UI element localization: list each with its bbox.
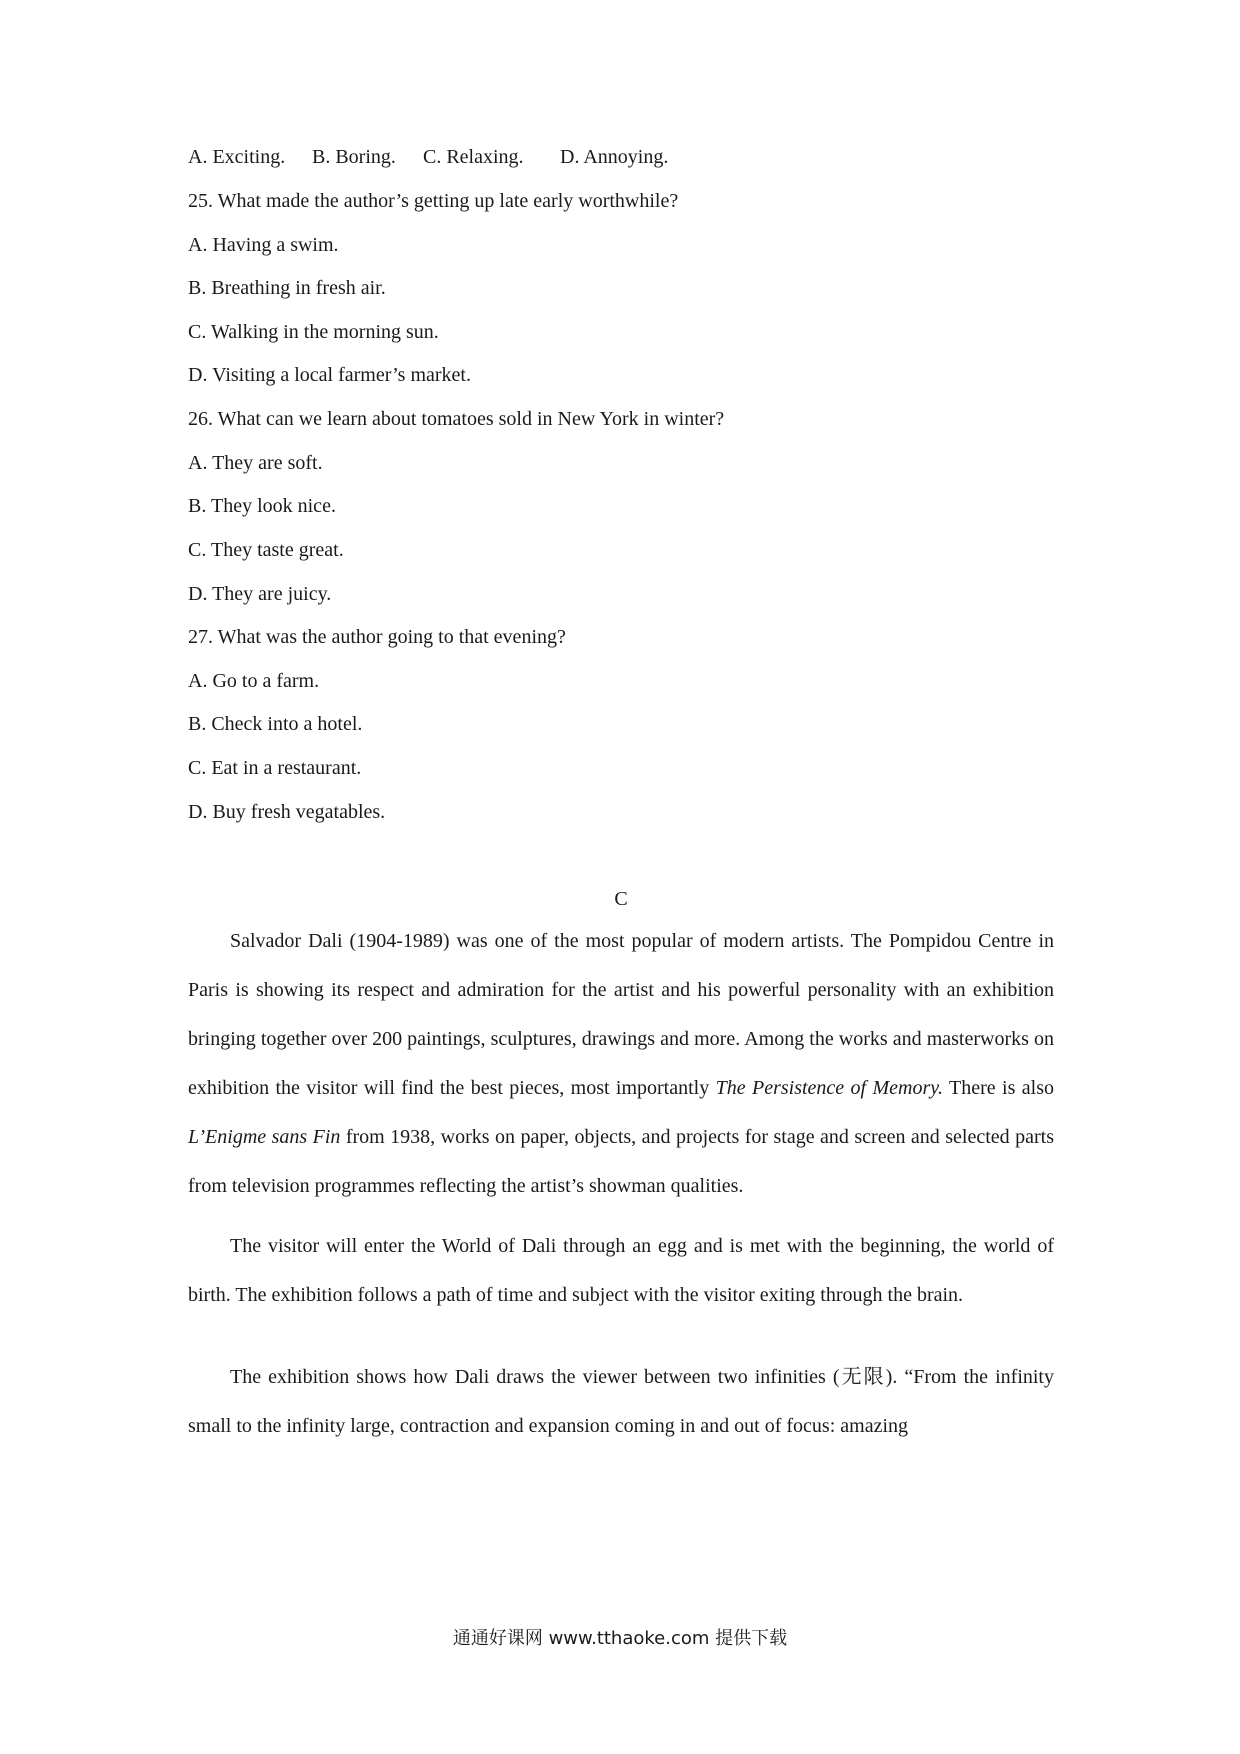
artwork-title-persistence-of-memory: The Persistence of Memory. xyxy=(715,1077,944,1099)
q25-option-d: D. Visiting a local farmer’s market. xyxy=(188,364,471,386)
q25-option-b: B. Breathing in fresh air. xyxy=(188,277,386,299)
q24-option-b: B. Boring. xyxy=(312,146,396,168)
q26-option-a: A. They are soft. xyxy=(188,452,323,474)
q24-option-a: A. Exciting. xyxy=(188,146,286,168)
section-c-heading: C xyxy=(614,888,628,910)
q26-option-c: C. They taste great. xyxy=(188,539,344,561)
q25-option-c: C. Walking in the morning sun. xyxy=(188,321,439,343)
paragraph-1-text-a: Salvador Dali (1904-1989) was one of the most popular of modern artists. The Pompidou Centre in Paris is showing its respect and admiration for the artist and his powerful personality with an exhibition bringing together over 200 paintings, sculptures, drawings and more. Among the works and masterworks on exhibition the visitor will find the best pieces, most importantly xyxy=(188,930,1054,1099)
q24-option-c: C. Relaxing. xyxy=(423,146,524,168)
paragraph-3-text: The exhibition shows how Dali draws the viewer between two infinities (无限). “From the infinity small to the infinity large, contraction and expansion coming in and out of focus: amazing xyxy=(188,1366,1054,1437)
q27-option-a: A. Go to a farm. xyxy=(188,670,320,692)
q27-option-d: D. Buy fresh vegatables. xyxy=(188,801,386,823)
document-page xyxy=(188,0,1054,1754)
footer-watermark: 通通好课网 www.tthaoke.com 提供下载 xyxy=(452,1628,788,1649)
section-c-paragraph-3 xyxy=(188,1353,1054,1451)
q24-options xyxy=(188,145,668,169)
paragraph-1-text-b: There is also xyxy=(943,1077,1054,1099)
q27-option-b: B. Check into a hotel. xyxy=(188,713,363,735)
section-c-paragraph-2 xyxy=(188,1222,1054,1320)
q25-question: 25. What made the author’s getting up late early worthwhile? xyxy=(188,190,679,212)
q26-option-b: B. They look nice. xyxy=(188,495,336,517)
q26-option-d: D. They are juicy. xyxy=(188,583,332,605)
q24-option-d: D. Annoying. xyxy=(560,146,669,168)
q26-question: 26. What can we learn about tomatoes sold in New York in winter? xyxy=(188,408,725,430)
paragraph-2-text: The visitor will enter the World of Dali through an egg and is met with the beginning, the world of birth. The exhibition follows a path of time and subject with the visitor exiting through the brain. xyxy=(188,1235,1054,1306)
section-c-paragraph-1 xyxy=(188,917,1054,1211)
artwork-title-enigme-sans-fin: L’Enigme sans Fin xyxy=(188,1126,341,1148)
q27-option-c: C. Eat in a restaurant. xyxy=(188,757,362,779)
q27-question: 27. What was the author going to that evening? xyxy=(188,626,566,648)
q25-option-a: A. Having a swim. xyxy=(188,234,339,256)
paragraph-1-text-c: from 1938, works on paper, objects, and projects for stage and screen and selected parts from television programmes reflecting the artist’s showman qualities. xyxy=(188,1126,1054,1197)
